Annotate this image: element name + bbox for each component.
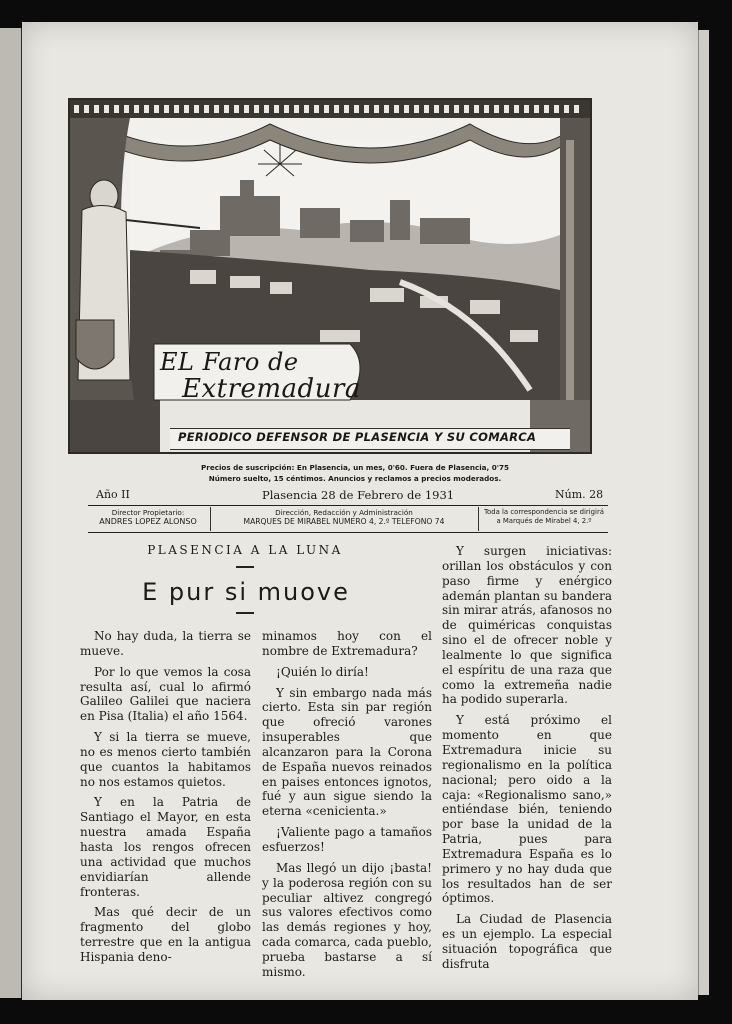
prices-line2: Número suelto, 15 céntimos. Anuncios y reclamos a precios moderados. <box>208 474 502 483</box>
col2-continuation: minamos hoy con el nombre de Extremadura? <box>262 629 432 658</box>
col1-paragraph: Y si la tierra se mueve, no es menos cierto también que cuantos la habitamos no nos estamos quietos. <box>80 730 251 789</box>
section-rule <box>236 566 254 568</box>
col2-paragraph: Y sin embargo nada más cierto. Esta sin par región que ofreció varones insuperables que alcanzaron para la Corona de España nuevos reinados en paises entonces ignotos, fué y aun sigue siendo la eterna «cenicienta.» <box>262 685 432 819</box>
prices-line1: Precios de suscripción: En Plasencia, un mes, 0'60. Fuera de Plasencia, 0'75 <box>201 463 509 472</box>
col1-paragraph: No hay duda, la tierra se mueve. <box>80 629 251 658</box>
masthead-title-line1: EL Faro de <box>160 348 299 376</box>
section-title: PLASENCIA A LA LUNA <box>147 543 343 557</box>
col3-paragraph: La Ciudad de Plasencia es un ejemplo. La especial situación topográfica que disfruta <box>442 912 612 971</box>
issue-year: Año II <box>96 488 130 501</box>
article-column-3 <box>442 544 612 978</box>
article-headline: E pur si muove <box>142 578 350 606</box>
bottom-rule <box>88 532 608 533</box>
col1-paragraph: Y en la Patria de Santiago el Mayor, en esta nuestra amada España hasta los rengos ofrecen una actividad que muchos envidiarían allende fronteras. <box>80 795 251 899</box>
masthead-title-line2: Extremadura <box>182 374 361 404</box>
admin-address: MARQUES DE MIRABEL NUMERO 4, 2.º TELEFONO 74 <box>243 517 445 526</box>
article-column-1 <box>80 629 251 971</box>
correspondence-info <box>480 508 608 526</box>
headline-rule <box>236 612 254 614</box>
col2-paragraph: ¡Valiente pago a tamaños esfuerzos! <box>262 825 432 854</box>
col3-paragraph: Y surgen iniciativas: orillan los obstáculos y con paso firme y enérgico ademán plantan su bandera sin mirar atrás, afanosos no de quiméricas conquistas sino el de ofrecer noble y lealmente lo que significa el espíritu de una raza que como la extremeña nadie ha podido superarla. <box>442 544 612 707</box>
masthead-subtitle: PERIODICO DEFENSOR DE PLASENCIA Y SU COMARCA <box>178 430 537 444</box>
page-edge-right <box>698 30 709 995</box>
subscription-prices <box>195 462 515 484</box>
admin-info <box>213 508 475 526</box>
col1-paragraph: Por lo que vemos la cosa resulta así, cual lo afirmó Galileo Galilei que naciera en Pisa (Italia) el año 1564. <box>80 664 251 724</box>
issue-number: Núm. 28 <box>555 488 604 501</box>
correspondence-line2: a Marqués de Mirabel 4, 2.º <box>496 517 592 525</box>
article-column-2 <box>262 629 432 986</box>
correspondence-line1: Toda la correspondencia se dirigirá <box>483 508 605 516</box>
top-rule <box>88 505 608 506</box>
issue-date: Plasencia 28 de Febrero de 1931 <box>262 488 455 502</box>
info-divider-1 <box>210 507 211 531</box>
col3-paragraph: Y está próximo el momento en que Extremadura inicie su regionalismo en la política nacional; pero oido a la caja: «Regionalismo sano,» entiéndase bién, teniendo por base la unidad de la Patria, pues para Extremadura España es lo primero y no hay duda que los resultados han de ser óptimos. <box>442 713 612 906</box>
col1-paragraph: Mas qué decir de un fragmento del globo terrestre que en la antigua Hispania deno- <box>80 905 251 964</box>
director-name: ANDRES LOPEZ ALONSO <box>99 517 197 526</box>
masthead-illustration <box>68 98 592 454</box>
admin-label: Dirección, Redacción y Administración <box>275 508 413 517</box>
col2-paragraph: Mas llegó un dijo ¡basta! y la poderosa región con su peculiar altivez congregó sus valores efectivos como las demás regiones y hoy, cada comarca, cada pueblo, prueba bastarse a sí mismo. <box>262 860 432 979</box>
director-info <box>88 508 208 526</box>
adjacent-page-edge <box>0 28 23 998</box>
col2-paragraph: ¡Quién lo diría! <box>276 664 369 679</box>
director-label: Director Propietario: <box>111 508 185 517</box>
info-divider-2 <box>478 507 479 531</box>
